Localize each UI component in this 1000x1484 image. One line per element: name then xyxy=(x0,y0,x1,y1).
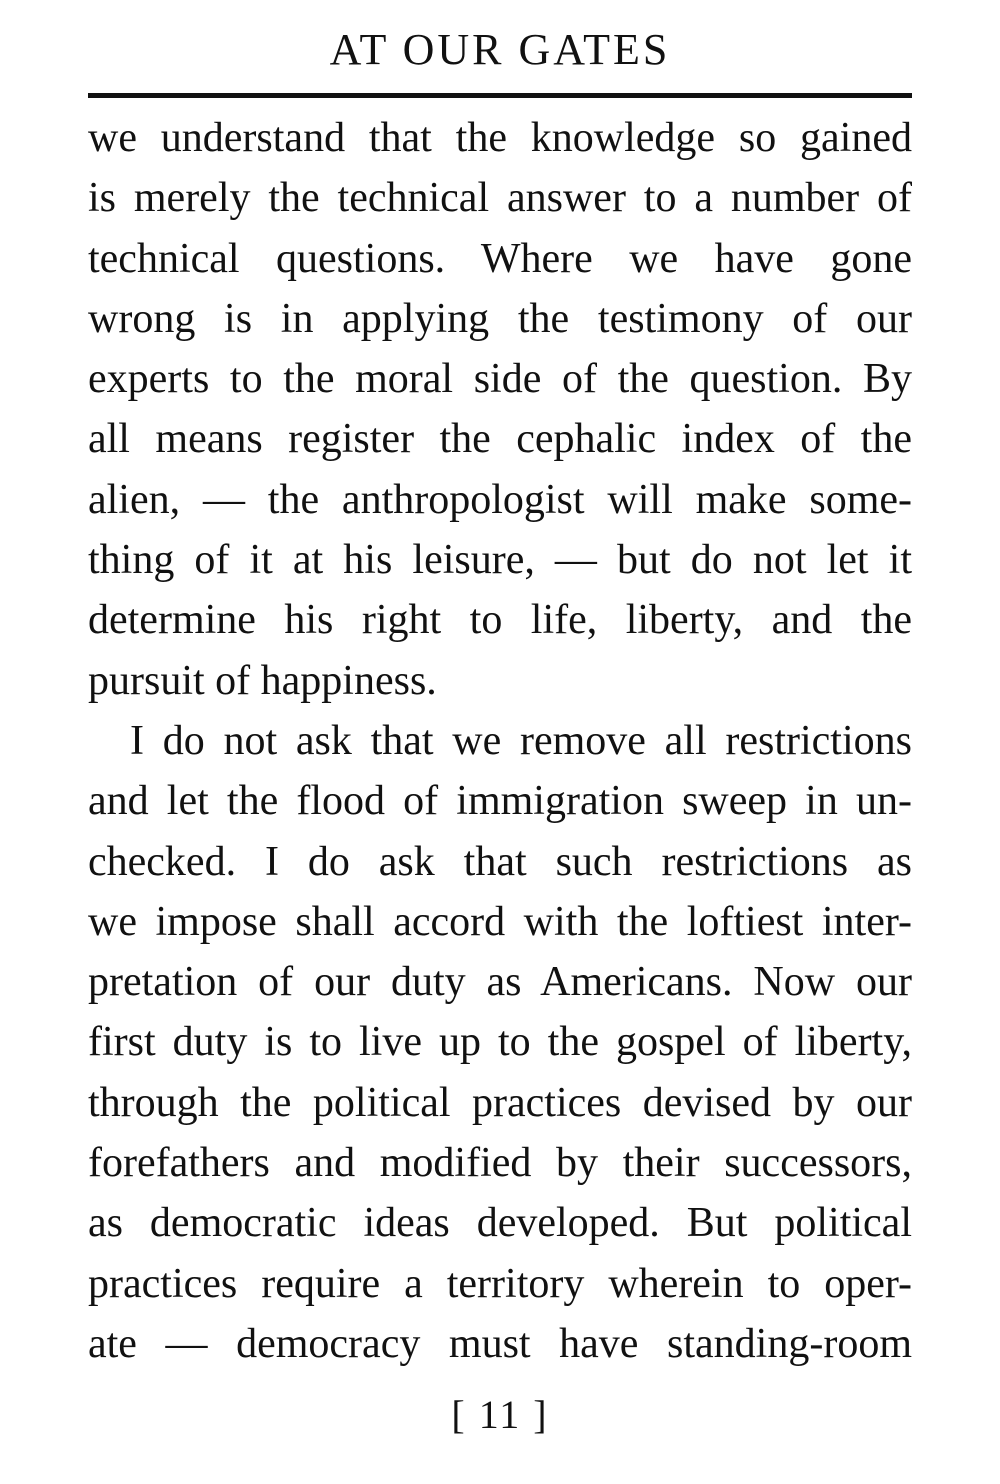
text-line: we understand that the knowledge so gained xyxy=(88,115,912,161)
text-line: wrong is in applying the testimony of our xyxy=(88,295,912,342)
text-line: practices require a territory wherein to oper- xyxy=(88,1260,912,1307)
text-line: all means register the cephalic index of the xyxy=(88,416,912,463)
text-line: pretation of our duty as Americans. Now our xyxy=(88,959,912,1006)
running-head: AT OUR GATES xyxy=(329,25,671,74)
text-line: first duty is to live up to the gospel of liberty, xyxy=(88,1019,912,1066)
text-line: as democratic ideas developed. But political xyxy=(88,1200,912,1247)
text-line: determine his right to life, liberty, and the xyxy=(88,597,912,644)
text-line: and let the flood of immigration sweep in un- xyxy=(88,778,912,825)
text-line: forefathers and modified by their successors, xyxy=(88,1140,912,1187)
text-line: technical questions. Where we have gone xyxy=(88,235,912,282)
page-number: [ 11 ] xyxy=(451,1392,549,1437)
text-line: experts to the moral side of the question. By xyxy=(88,356,912,403)
text-line: through the political practices devised by our xyxy=(88,1079,912,1126)
paragraph-2 xyxy=(88,711,912,1374)
paragraph-1 xyxy=(88,108,912,711)
header-rule xyxy=(88,93,912,98)
text-line: checked. I do ask that such restrictions as xyxy=(88,838,912,885)
text-line: ate — democracy must have standing-room xyxy=(88,1320,912,1367)
text-line: alien, — the anthropologist will make some- xyxy=(88,476,912,523)
text-line: I do not ask that we remove all restrictions xyxy=(130,717,912,764)
text-line: we impose shall accord with the loftiest inter- xyxy=(88,898,912,945)
text-line: pursuit of happiness. xyxy=(88,657,437,704)
text-line: is merely the technical answer to a number of xyxy=(88,175,912,222)
body-text xyxy=(88,108,912,1374)
text-line: thing of it at his leisure, — but do not let it xyxy=(88,537,912,584)
